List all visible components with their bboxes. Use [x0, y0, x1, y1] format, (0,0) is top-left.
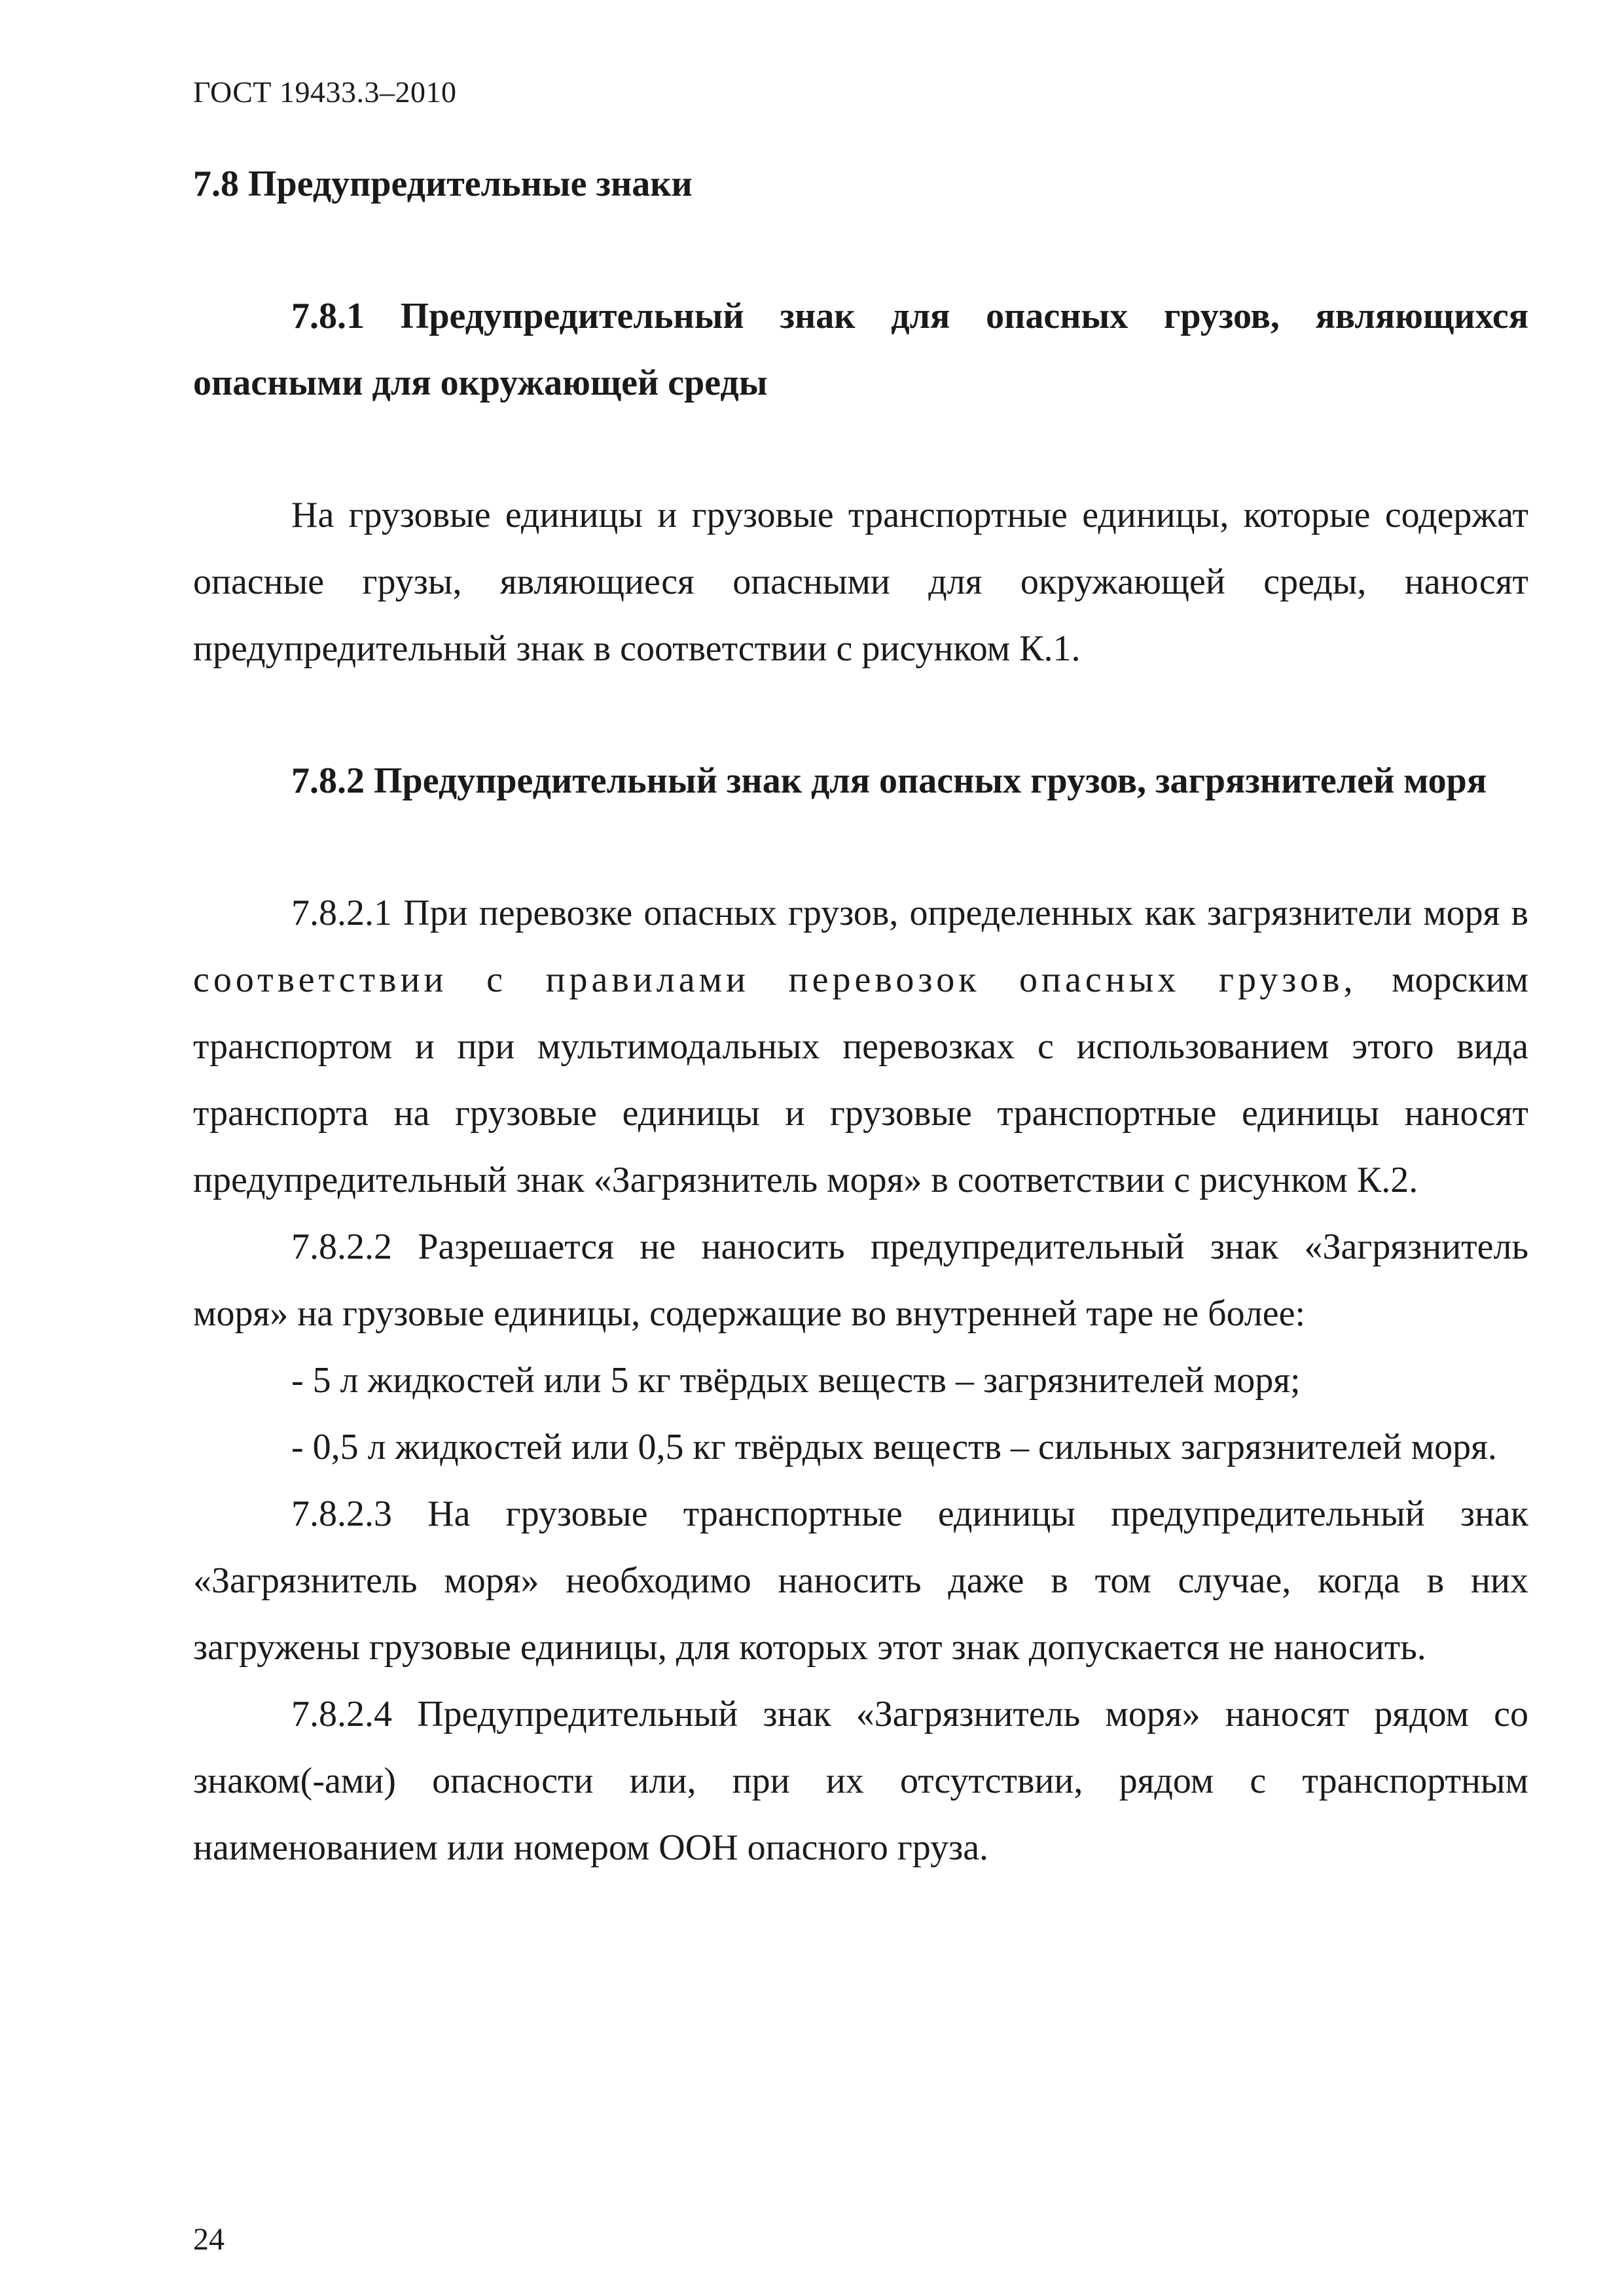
subsection-781-paragraph: На грузовые единицы и грузовые транспортные единицы, которые содержат опасные грузы, являющиеся опасными для окружающей среды, наносят предупредительный знак в соответствии с рисунком К.1.: [193, 495, 1528, 669]
subsection-781-title: 7.8.1 Предупредительный знак для опасных грузов, являющихся опасными для окружающей среды: [193, 296, 1528, 403]
clause-7822: 7.8.2.2 Разрешается не наносить предупредительный знак «Загрязнитель моря» на грузовые единицы, содержащие во внутренней таре не более:: [193, 1227, 1528, 1334]
clause-7821-part-c: морским транспортом и при мультимодальных перевозках с использованием этого вида транспорта на грузовые единицы и грузовые транспортные единицы наносят предупредительный знак «Загрязнитель моря» в соответствии с рисунком К.2.: [193, 960, 1528, 1200]
list-item: - 5 л жидкостей или 5 кг твёрдых веществ – загрязнителей моря;: [291, 1360, 1301, 1401]
list-item: - 0,5 л жидкостей или 0,5 кг твёрдых веществ – сильных загрязнителей моря.: [291, 1427, 1497, 1467]
document-body: [193, 151, 1528, 1881]
clause-7821-part-a: 7.8.2.1 При перевозке опасных грузов, определенных как загрязнители моря в: [291, 893, 1528, 933]
spacer: [193, 416, 1528, 482]
spacer: [193, 217, 1528, 283]
subsection-782-title: 7.8.2 Предупредительный знак для опасных грузов, загрязнителей моря: [291, 761, 1487, 801]
section-title: 7.8 Предупредительные знаки: [193, 164, 693, 204]
spacer: [193, 682, 1528, 747]
page-number: 24: [193, 2222, 225, 2257]
clause-7823: 7.8.2.3 На грузовые транспортные единицы предупредительный знак «Загрязнитель моря» необходимо наносить даже в том случае, когда в них загружены грузовые единицы, для которых этот знак допускается не наносить.: [193, 1494, 1528, 1668]
standard-header: ГОСТ 19433.3–2010: [193, 75, 457, 109]
clause-7824: 7.8.2.4 Предупредительный знак «Загрязнитель моря» наносят рядом со знаком(-ами) опасности или, при их отсутствии, рядом с транспортным наименованием или номером ООН опасного груза.: [193, 1694, 1528, 1868]
clause-7821: [193, 880, 1528, 1213]
clause-7821-part-b: соответствии с правилами перевозок опасных грузов,: [193, 960, 1357, 1000]
spacer: [193, 814, 1528, 880]
